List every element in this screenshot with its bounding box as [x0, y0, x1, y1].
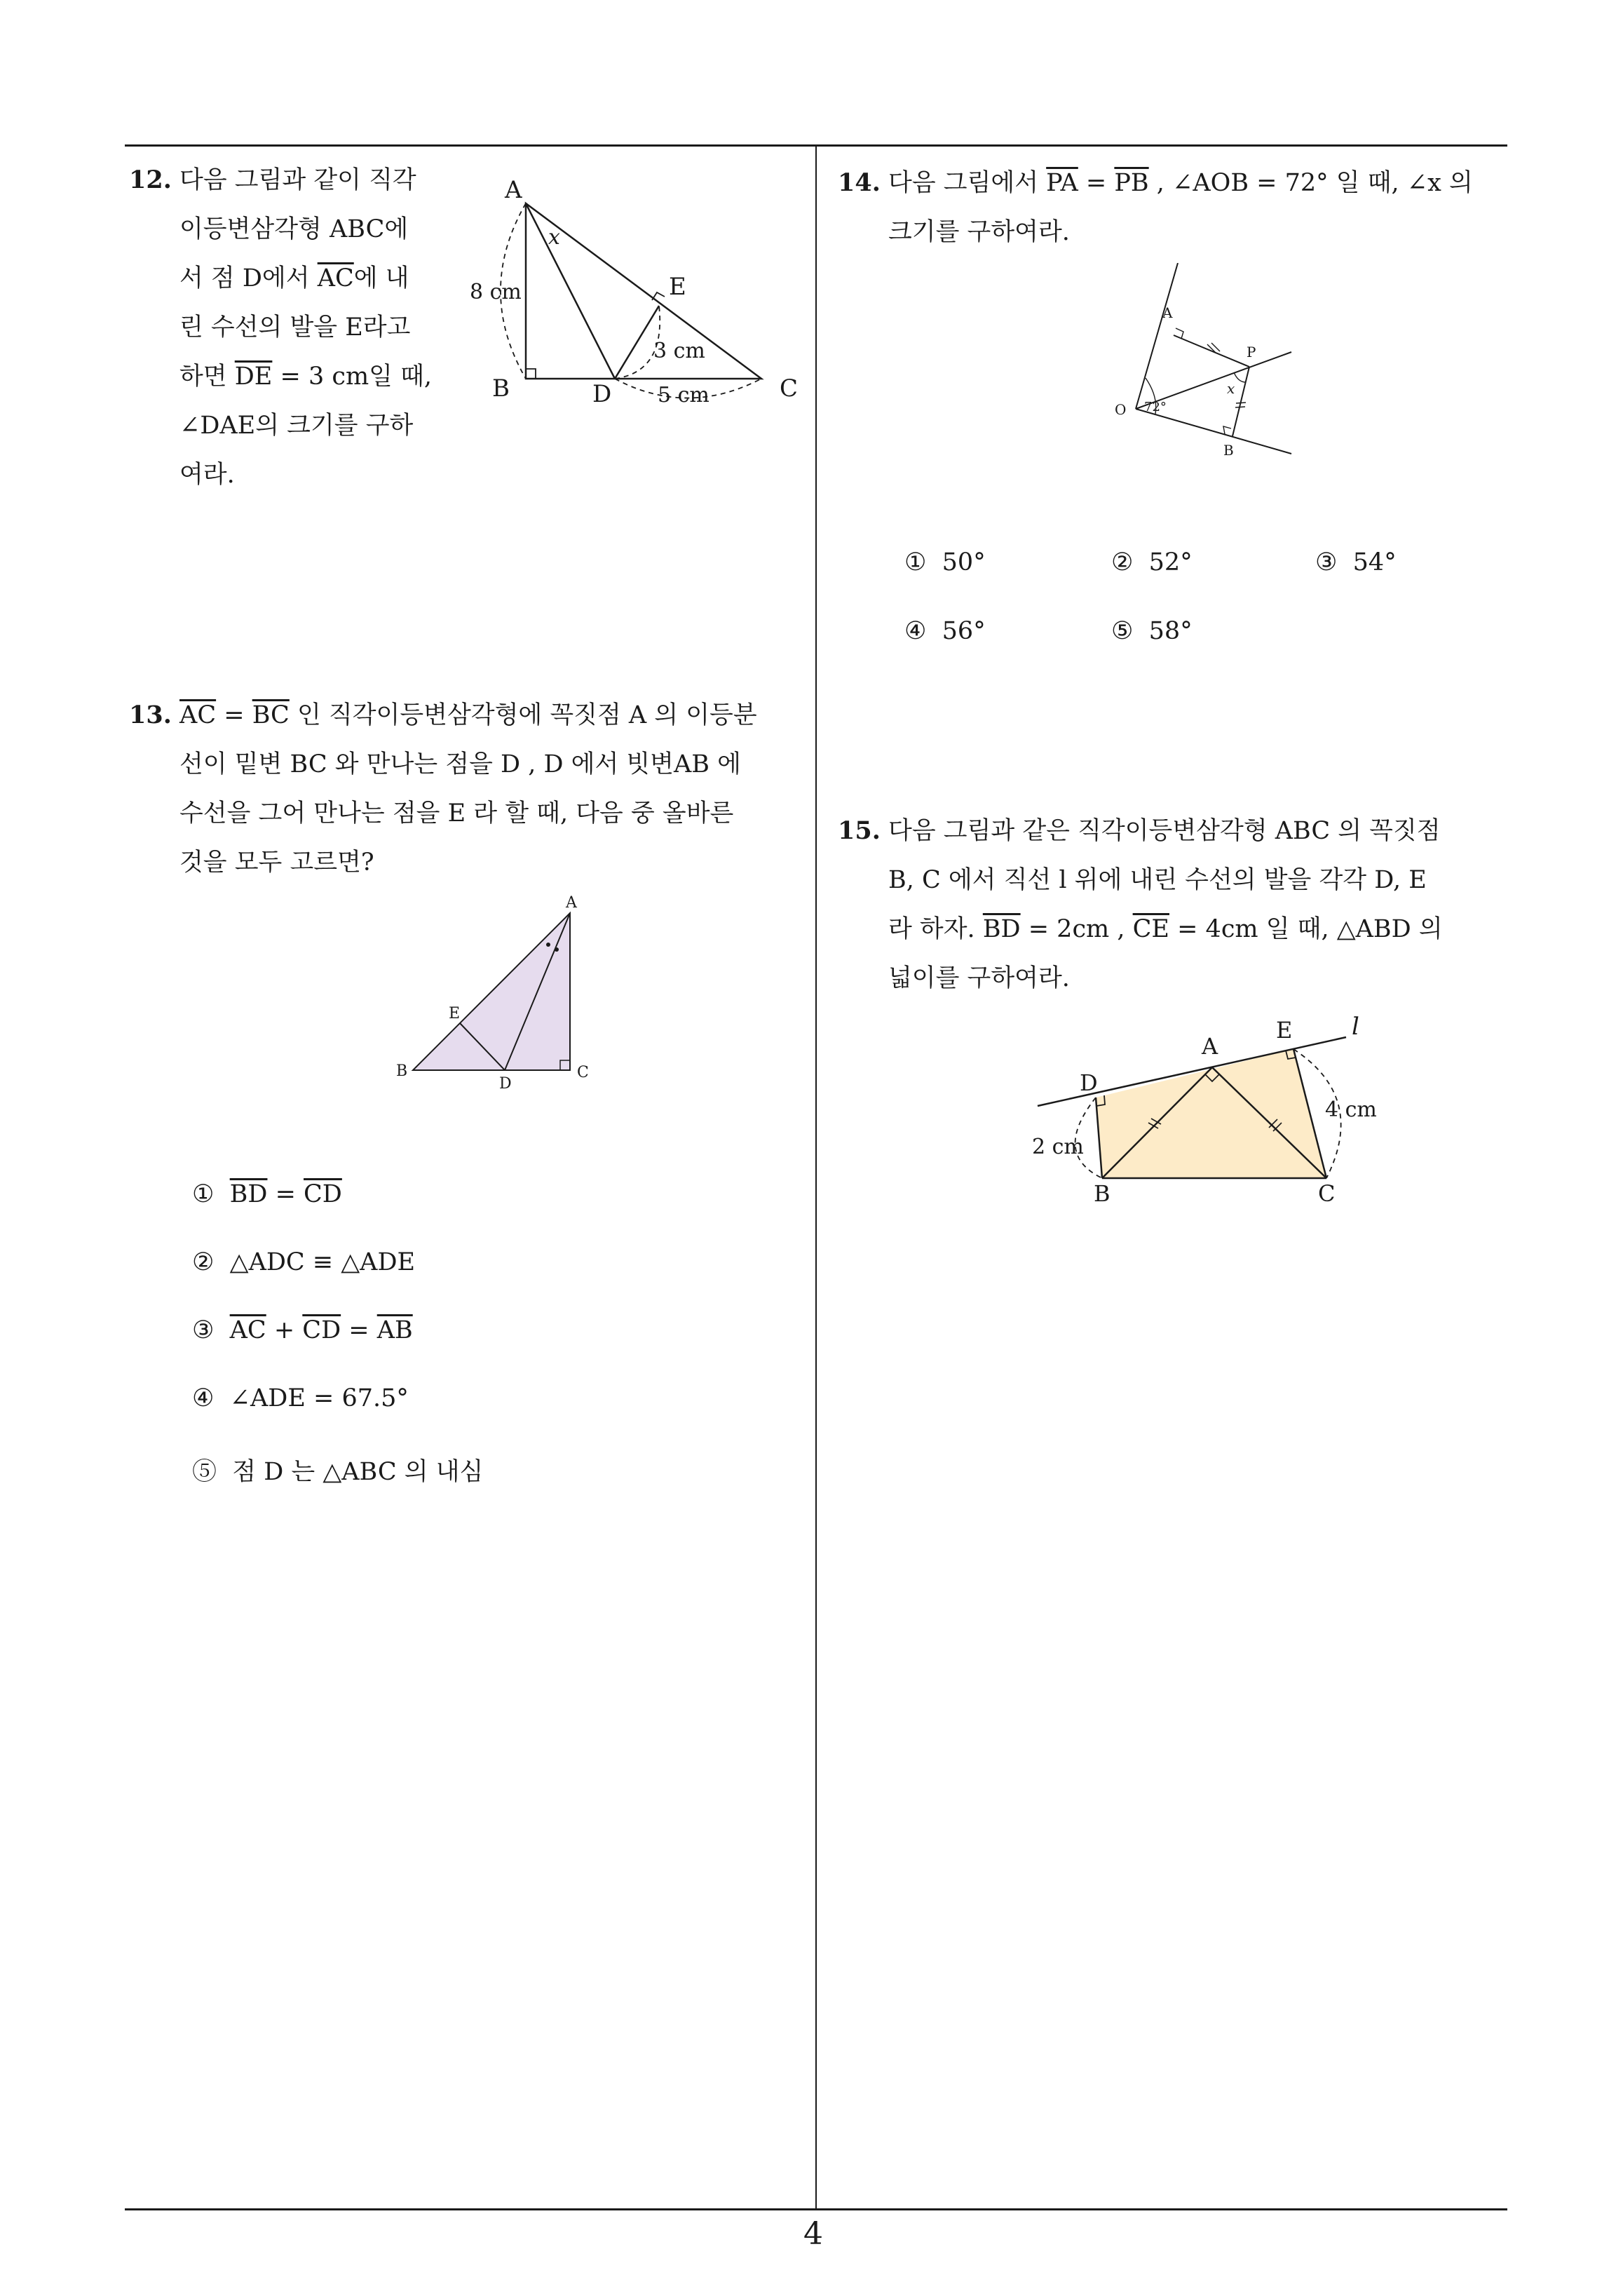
- angle-mark-dot: [546, 943, 550, 947]
- label-x: x: [1227, 380, 1235, 397]
- question-text-line: 여라.: [179, 461, 235, 489]
- right-angle-b: [1223, 426, 1231, 434]
- question-number: 13.: [129, 701, 172, 729]
- segment-pa: [1174, 335, 1249, 367]
- question-13: 13. $\overline{AC} = \overline{BC}$ 인 직각이등변삼각형에 꼭짓점 A 의 이등분 선이 밑변 BC 와 만나는 점을 D , D 에서 빗변AB 에 수선을 그어 만나는 점을 E 라 할 때, 다음 중 올바른 것을 모두 고르면?: [129, 691, 802, 887]
- label-o: O: [1115, 401, 1127, 418]
- ray-oa: [1136, 263, 1178, 409]
- q12-triangle-figure: [456, 168, 820, 428]
- question-12: [129, 156, 451, 499]
- question-number: 14.: [838, 168, 881, 197]
- q13-choice-3[interactable]: ③ $\overline{AC} + \overline{CD} = \overline{AB}$: [192, 1316, 413, 1344]
- segment-ad: [526, 203, 615, 379]
- label-a: A: [1162, 304, 1173, 321]
- label-d: D: [1080, 1069, 1098, 1096]
- label-e: E: [669, 273, 686, 301]
- page-number: 4: [803, 2216, 823, 2252]
- q13-choice-1[interactable]: ① $\overline{BD} = \overline{CD}$: [192, 1180, 342, 1208]
- q14-choice-3[interactable]: ③ 54°: [1315, 548, 1397, 576]
- q13-choice-5[interactable]: ⑤ 점 D 는 △ABC 의 내심: [192, 1458, 484, 1486]
- length-bd: 2 cm: [1032, 1135, 1084, 1159]
- label-d: D: [592, 380, 612, 408]
- triangle-abc: [413, 913, 570, 1070]
- question-text-line: 린 수선의 발을 E라고: [179, 313, 411, 342]
- label-e: E: [1276, 1017, 1293, 1044]
- q13-choice-4[interactable]: ④ ∠ADE = 67.5°: [192, 1384, 409, 1412]
- question-15: [838, 806, 1511, 1003]
- label-b: B: [1223, 442, 1234, 459]
- triangle-abc: [526, 203, 761, 379]
- column-divider: [815, 147, 817, 2208]
- question-number: 15.: [838, 816, 881, 845]
- q13-triangle-figure: [389, 889, 599, 1093]
- ray-ob: [1136, 409, 1291, 454]
- length-dc: 5 cm: [658, 383, 709, 407]
- label-l: l: [1352, 1013, 1359, 1041]
- q14-choice-2[interactable]: ② 52°: [1111, 548, 1193, 576]
- label-b: B: [396, 1062, 408, 1080]
- angle-mark-dot: [555, 947, 559, 952]
- q14-choice-1[interactable]: ① 50°: [904, 548, 986, 576]
- question-text-line: 선이 밑변 BC 와 만나는 점을 D , D 에서 빗변AB 에: [179, 750, 741, 778]
- question-text-line: 라 하자. $\overline{BD} = 2cm$ , $\overline{CE} = 4cm$ 일 때, △ABD 의: [888, 915, 1443, 943]
- question-text-line: 넓이를 구하여라.: [888, 964, 1070, 992]
- q14-choice-4[interactable]: ④ 56°: [904, 617, 986, 645]
- question-text-line: 수선을 그어 만나는 점을 E 라 할 때, 다음 중 올바른: [179, 799, 734, 828]
- question-text-line: 다음 그림과 같은 직각이등변삼각형 ABC 의 꼭짓점: [888, 817, 1441, 845]
- question-text-line: 크기를 구하여라.: [888, 218, 1070, 246]
- question-14: 14. 다음 그림에서 $\overline{PA} = \overline{PB}$ , ∠AOB = 72° 일 때, ∠x 의 크기를 구하여라.: [838, 158, 1511, 257]
- question-text-line: 하면 $\overline{DE} = 3$ cm일 때,: [179, 363, 433, 391]
- label-e: E: [449, 1005, 461, 1022]
- q14-angle-figure: [1108, 263, 1339, 473]
- length-ce: 4 cm: [1325, 1098, 1377, 1122]
- question-text-line: 것을 모두 고르면?: [179, 849, 374, 877]
- label-d: D: [499, 1075, 512, 1093]
- label-p: P: [1247, 344, 1256, 360]
- segment-pb: [1232, 367, 1249, 436]
- label-b: B: [1094, 1180, 1111, 1207]
- label-a: A: [505, 176, 522, 204]
- label-a: A: [566, 894, 577, 912]
- question-text-line: 이등변삼각형 ABC에: [179, 215, 409, 243]
- label-x: x: [548, 225, 560, 250]
- angle-arc-x: [1234, 372, 1246, 382]
- right-angle-b: [526, 369, 536, 379]
- length-de: 3 cm: [653, 339, 705, 363]
- q13-choice-2[interactable]: ② △ADC ≡ △ADE: [192, 1248, 416, 1276]
- question-text-line: 다음 그림과 같이 직각: [179, 166, 416, 194]
- label-c: C: [780, 374, 799, 403]
- question-text-line: B, C 에서 직선 l 위에 내린 수선의 발을 각각 D, E: [888, 866, 1427, 894]
- q15-trapezoid-figure: [1024, 1006, 1402, 1217]
- question-text-line: 서 점 D에서 $\overline{AC}$에 내: [179, 264, 409, 292]
- segment-de: [615, 306, 659, 379]
- bottom-rule: [125, 2208, 1507, 2210]
- label-b: B: [492, 374, 510, 403]
- label-c: C: [1318, 1180, 1336, 1207]
- label-a: A: [1202, 1033, 1218, 1060]
- length-ab: 8 cm: [470, 280, 522, 304]
- question-text-line: ∠DAE의 크기를 구하: [179, 412, 414, 440]
- question-number: 12.: [129, 166, 172, 194]
- label-c: C: [577, 1064, 589, 1081]
- label-72: 72°: [1144, 400, 1167, 414]
- q14-choice-5[interactable]: ⑤ 58°: [1111, 617, 1193, 645]
